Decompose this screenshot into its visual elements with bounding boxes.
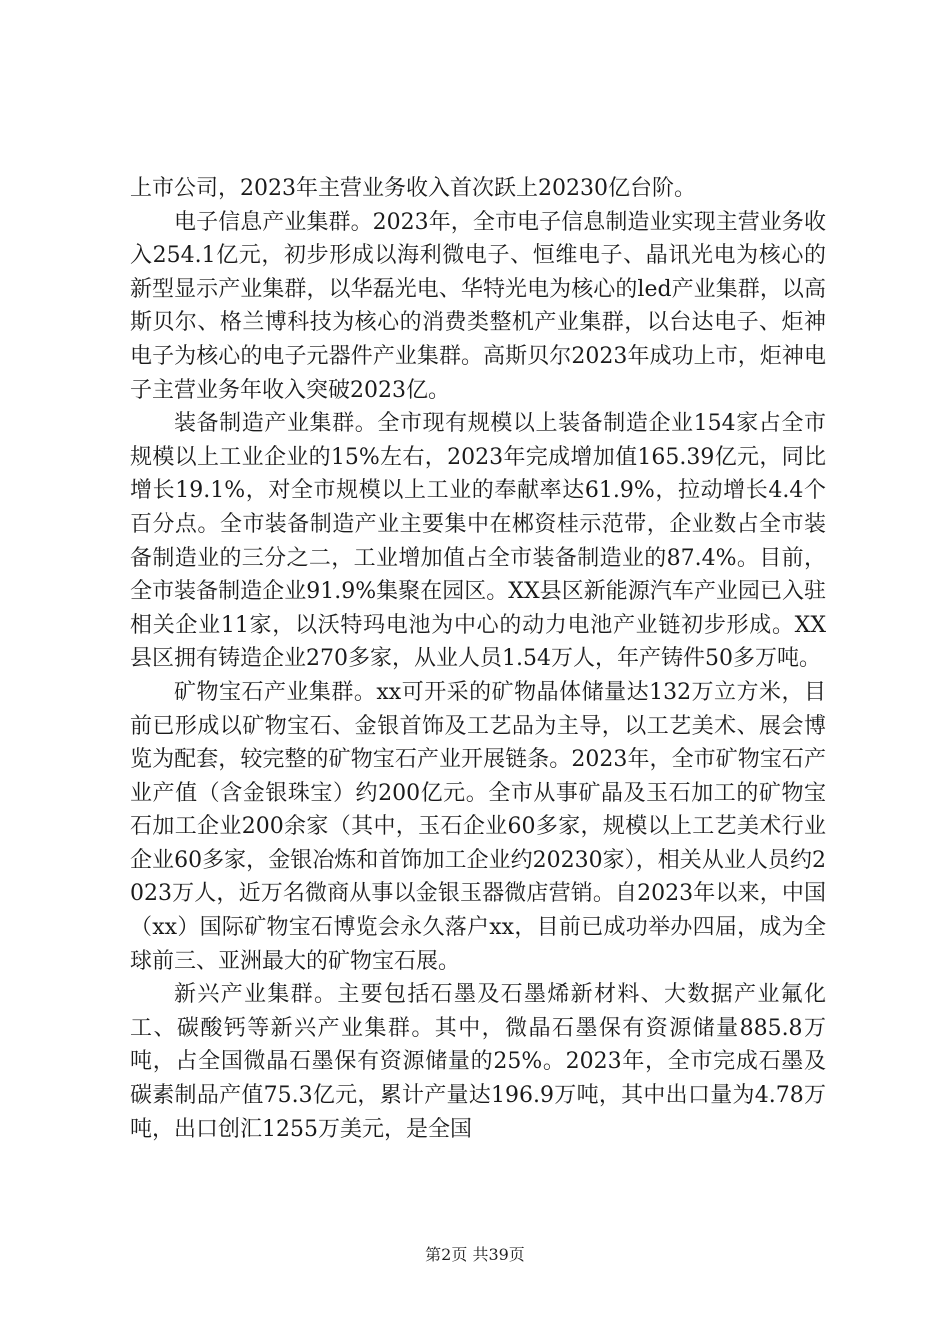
paragraph-intro-continuation: 上市公司，2023年主营业务收入首次跃上20230亿台阶。: [130, 176, 696, 201]
paragraph-equipment-cluster: 装备制造产业集群。全市现有规模以上装备制造企业154家占全市规模以上工业企业的15%左右，2023年完成增加值165.39亿元，同比增长19.1%，对全市规模以上工业的奉献率达61.9%，拉动增长4.4个百分点。全市装备制造产业主要集中在郴资桂示范带，企业数占全市装备制造业的三分之二，工业增加值占全市装备制造业的87.4%。目前，全市装备制造企业91.9%集聚在园区。XX县区新能源汽车产业园已入驻相关企业11家，以沃特玛电池为中心的动力电池产业链初步形成。XX县区拥有铸造企业270多家，从业人员1.54万人，年产铸件50多万吨。: [130, 411, 826, 672]
paragraph-emerging-cluster: 新兴产业集群。主要包括石墨及石墨烯新材料、大数据产业氟化工、碳酸钙等新兴产业集群。其中，微晶石墨保有资源储量885.8万吨，占全国微晶石墨保有资源储量的25%。2023年，全市完成石墨及碳素制品产值75.3亿元，累计产量达196.9万吨，其中出口量为4.78万吨，出口创汇1255万美元，是全国: [130, 982, 826, 1142]
paragraph-gemstone-cluster: 矿物宝石产业集群。xx可开采的矿物晶体储量达132万立方米，目前已形成以矿物宝石、金银首饰及工艺品为主导，以工艺美术、展会博览为配套，较完整的矿物宝石产业开展链条。2023年，全市矿物宝石产业产值（含金银珠宝）约200亿元。全市从事矿晶及玉石加工的矿物宝石加工企业200余家（其中，玉石企业60多家，规模以上工艺美术行业企业60多家，金银冶炼和首饰加工企业约20230家），相关从业人员约2023万人，近万名微商从事以金银玉器微店营销。自2023年以来，中国（xx）国际矿物宝石博览会永久落户xx，目前已成功举办四届，成为全球前三、亚洲最大的矿物宝石展。: [130, 679, 826, 974]
document-body: [130, 172, 826, 1146]
paragraph-electronics-cluster: 电子信息产业集群。2023年，全市电子信息制造业实现主营业务收入254.1亿元，初步形成以海利微电子、恒维电子、晶讯光电为核心的新型显示产业集群，以华磊光电、华特光电为核心的led产业集群，以高斯贝尔、格兰博科技为核心的消费类整机产业集群，以台达电子、炬神电子为核心的电子元器件产业集群。高斯贝尔2023年成功上市，炬神电子主营业务年收入突破2023亿。: [130, 209, 826, 403]
page-number-footer: 第2页 共39页: [425, 1245, 525, 1264]
